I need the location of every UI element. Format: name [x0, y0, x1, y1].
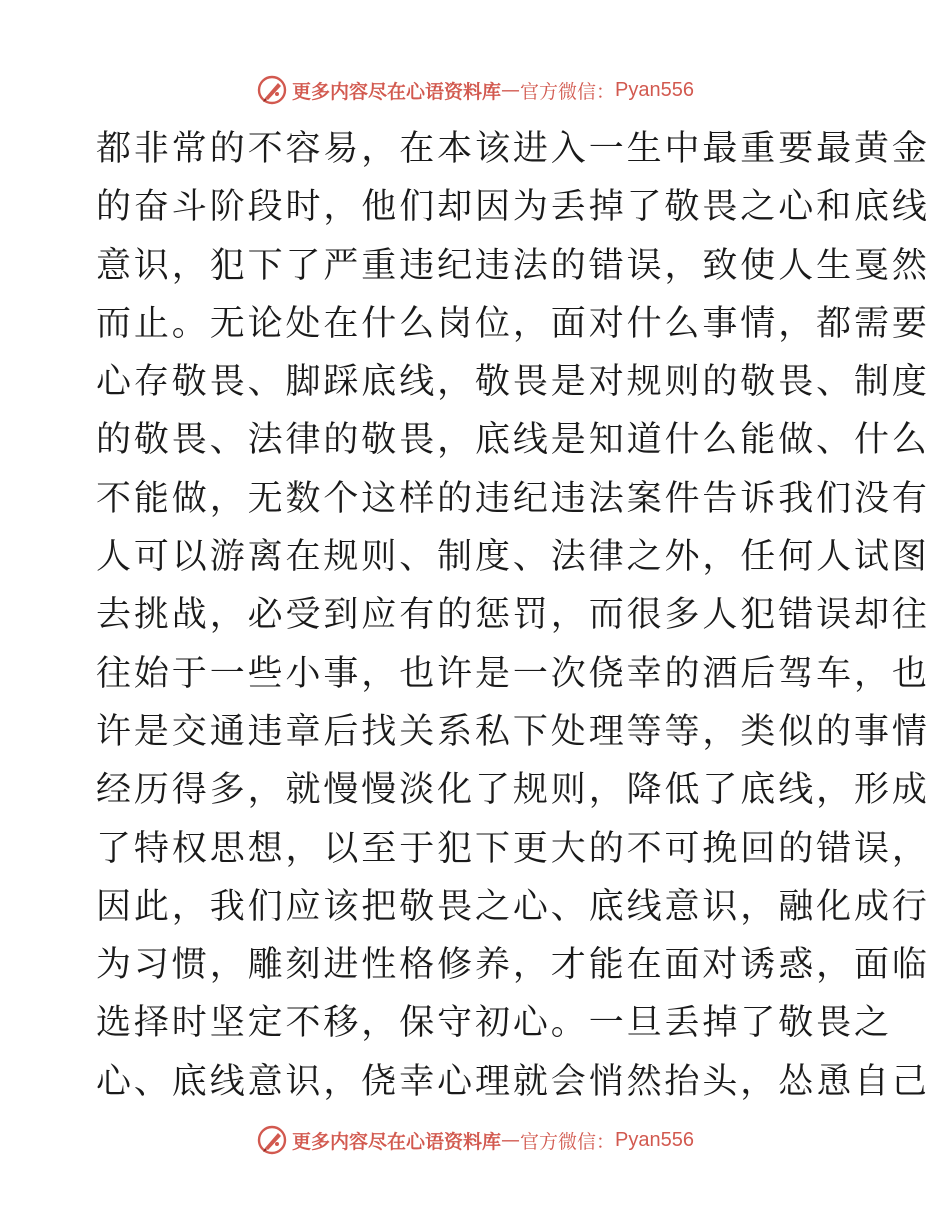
- header-brand: 更多内容尽在心语资料库: [292, 80, 502, 103]
- footer-banner: [0, 1120, 950, 1160]
- body-line: 经历得多，就慢慢淡化了规则，降低了底线，形成: [96, 770, 930, 811]
- header-wechat-label: 官方微信：: [520, 80, 616, 103]
- body-line: 人可以游离在规则、制度、法律之外，任何人试图: [96, 537, 930, 578]
- footer-brand: 更多内容尽在心语资料库: [292, 1130, 502, 1153]
- footer-wechat-id: Pyan556: [615, 1128, 694, 1151]
- header-banner: [0, 70, 950, 110]
- body-line: 而止。无论处在什么岗位，面对什么事情，都需要: [96, 303, 930, 344]
- body-line: 心、底线意识，侥幸心理就会悄然抬头，怂恿自己: [96, 1061, 930, 1102]
- body-line: 往始于一些小事，也许是一次侥幸的酒后驾车，也: [96, 653, 930, 694]
- header-wechat-id: Pyan556: [615, 78, 694, 101]
- quill-pen-icon: [256, 74, 288, 106]
- body-line: 的奋斗阶段时，他们却因为丢掉了敬畏之心和底线: [96, 187, 930, 228]
- quill-pen-icon: [256, 1124, 288, 1156]
- body-line: 许是交通违章后找关系私下处理等等，类似的事情: [96, 711, 930, 752]
- body-line: 因此，我们应该把敬畏之心、底线意识，融化成行: [96, 886, 930, 927]
- body-line: 意识，犯下了严重违纪违法的错误，致使人生戛然: [96, 245, 930, 286]
- body-line: 了特权思想，以至于犯下更大的不可挽回的错误，: [96, 828, 930, 869]
- footer-wechat-label: 官方微信：: [520, 1130, 616, 1153]
- body-line: 为习惯，雕刻进性格修养，才能在面对诱惑，面临: [96, 945, 930, 986]
- body-line: 选择时坚定不移，保守初心。一旦丢掉了敬畏之: [96, 1003, 892, 1044]
- document-body: [96, 120, 930, 1111]
- header-dash: —: [501, 79, 521, 101]
- body-line: 不能做，无数个这样的违纪违法案件告诉我们没有: [96, 478, 930, 519]
- body-line: 心存敬畏、脚踩底线，敬畏是对规则的敬畏、制度: [96, 362, 930, 403]
- body-line: 都非常的不容易，在本该进入一生中最重要最黄金: [96, 129, 930, 169]
- body-line: 去挑战，必受到应有的惩罚，而很多人犯错误却往: [96, 595, 930, 636]
- footer-dash: —: [501, 1129, 521, 1151]
- body-line: 的敬畏、法律的敬畏，底线是知道什么能做、什么: [96, 420, 930, 461]
